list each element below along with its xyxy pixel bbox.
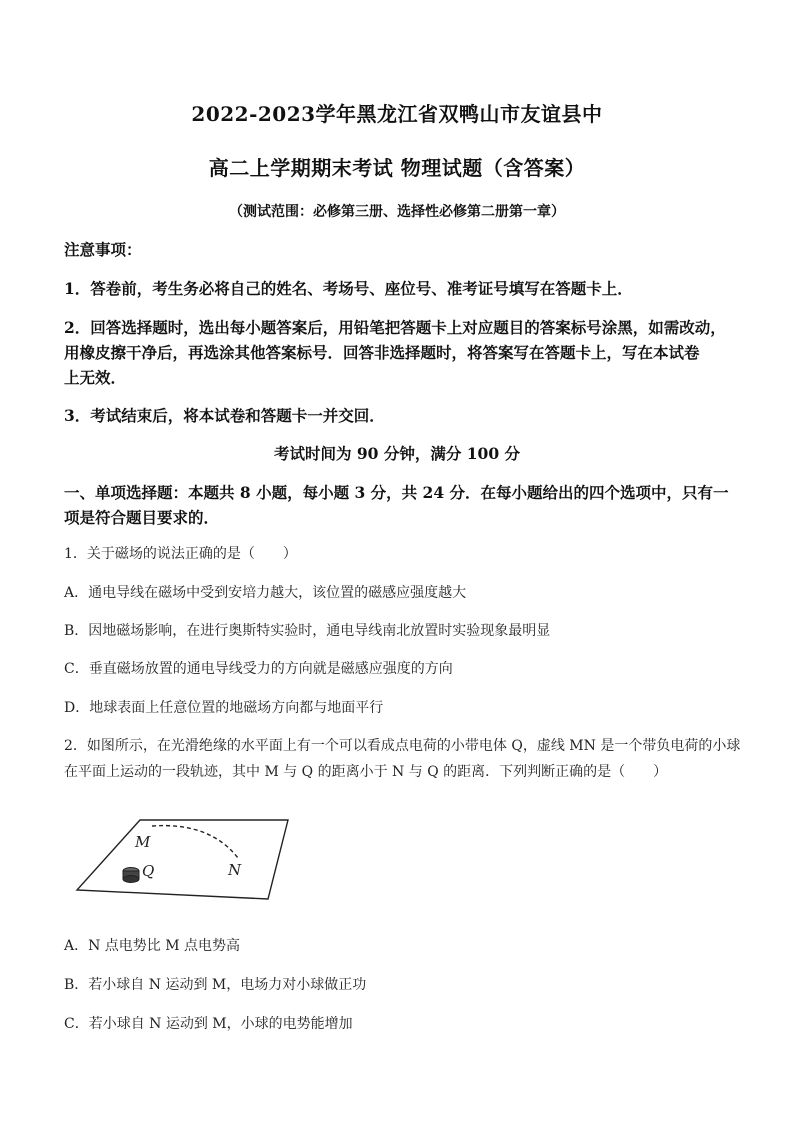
page-title-line2: 高二上学期期末考试 物理试题（含答案） <box>208 156 586 180</box>
question-1-option-d: D．地球表面上任意位置的地磁场方向都与地面平行 <box>64 700 384 716</box>
question-1-option-c: C．垂直磁场放置的通电导线受力的方向就是磁感应强度的方向 <box>64 661 453 677</box>
plane-diagram <box>60 806 300 916</box>
page-title-line1: 2022-2023学年黑龙江省双鸭山市友谊县中 <box>191 102 603 126</box>
section-heading: 项是符合题目要求的． <box>64 508 220 527</box>
test-scope: （测试范围：必修第三册、选择性必修第二册第一章） <box>229 204 565 220</box>
question-2-option-c: C．若小球自 N 运动到 M，小球的电势能增加 <box>64 1016 353 1032</box>
label-m: M <box>135 833 151 851</box>
section-heading: 一、单项选择题：本题共 8 小题，每小题 3 分，共 24 分．在每小题给出的四个选项中，只有一 <box>64 483 729 502</box>
question-2-stem: 2．如图所示，在光滑绝缘的水平面上有一个可以看成点电荷的小带电体 Q，虚线 MN 是一个带负电荷的小球 <box>64 738 741 754</box>
note-item: 上无效． <box>64 368 127 387</box>
trajectory-mn <box>152 826 238 858</box>
question-1-option-b: B．因地磁场影响，在进行奥斯特实验时，通电导线南北放置时实验现象最明显 <box>64 623 551 639</box>
note-item: 2．回答选择题时，选出每小题答案后，用铅笔把答题卡上对应题目的答案标号涂黑，如需改动， <box>64 318 726 337</box>
question-2-option-b: B．若小球自 N 运动到 M，电场力对小球做正功 <box>64 977 367 993</box>
question-2-option-a: A．N 点电势比 M 点电势高 <box>64 938 241 954</box>
question-1-option-a: A．通电导线在磁场中受到安培力越大，该位置的磁感应强度越大 <box>64 585 467 601</box>
question-2-stem: 在平面上运动的一段轨迹，其中 M 与 Q 的距离小于 N 与 Q 的距离．下列判断正确的是（ ） <box>64 764 668 780</box>
plane-outline <box>77 820 288 899</box>
label-q: Q <box>142 862 155 880</box>
notes-heading: 注意事项： <box>64 240 142 259</box>
note-item: 用橡皮擦干净后，再选涂其他答案标号．回答非选择题时，将答案写在答题卡上，写在本试卷 <box>64 343 700 362</box>
question-1-stem: 1．关于磁场的说法正确的是（ ） <box>64 546 297 562</box>
charge-q-bottom <box>123 876 139 883</box>
exam-info: 考试时间为 90 分钟，满分 100 分 <box>273 444 520 463</box>
note-item: 3．考试结束后，将本试卷和答题卡一并交回． <box>64 406 385 425</box>
label-n: N <box>228 861 242 879</box>
note-item: 1．答卷前，考生务必将自己的姓名、考场号、座位号、准考证号填写在答题卡上． <box>64 279 633 298</box>
